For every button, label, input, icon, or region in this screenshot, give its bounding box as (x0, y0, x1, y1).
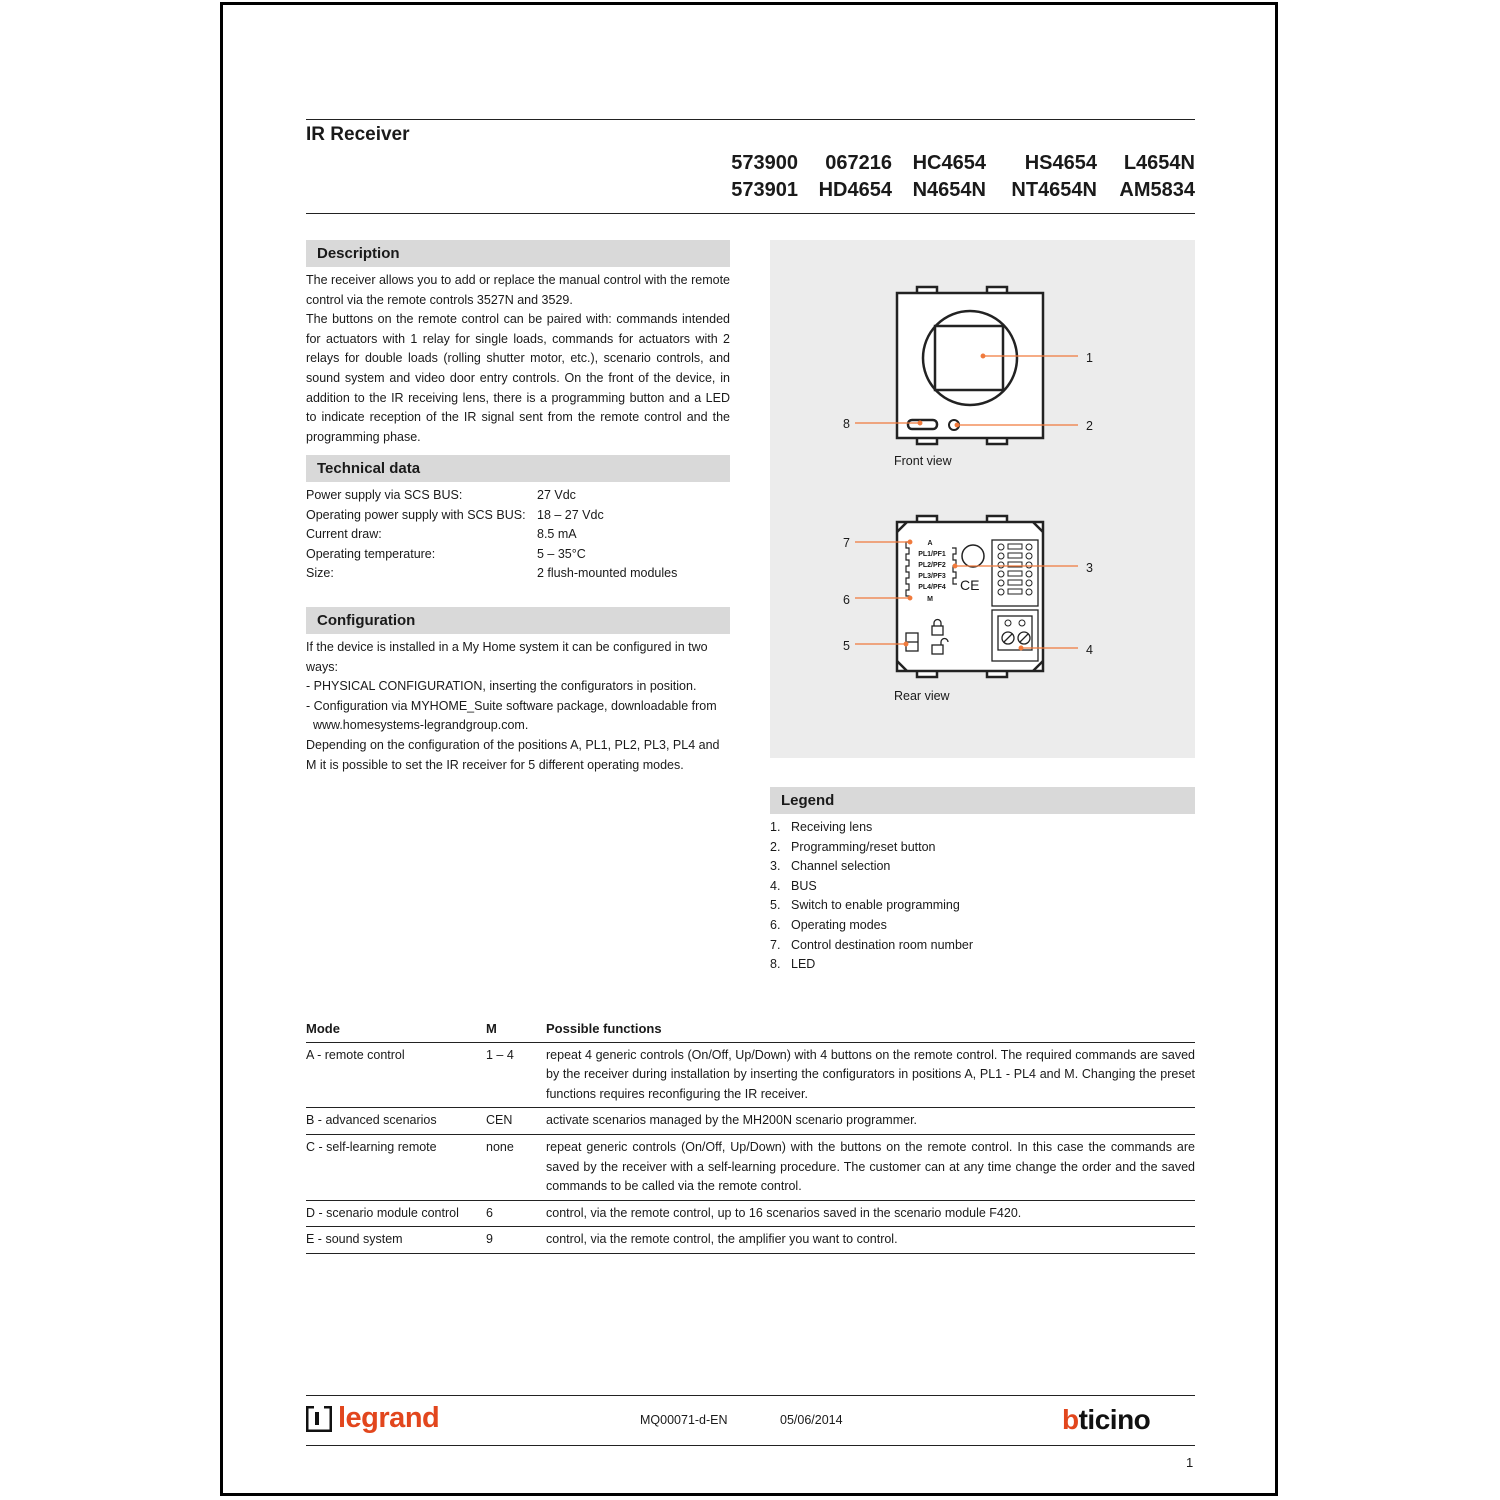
configuration-line: www.homesystems-legrandgroup.com. (306, 718, 529, 733)
callout-5: 5 (843, 639, 850, 653)
legend-heading: Legend (770, 787, 1195, 814)
legend-item (770, 818, 973, 838)
table-row (306, 1201, 1195, 1228)
table-row (306, 1227, 1195, 1254)
description-heading: Description (306, 240, 730, 267)
technical-row (306, 486, 730, 506)
product-code: N4654N (912, 179, 986, 201)
technical-key: Operating temperature: (306, 546, 436, 561)
m-cell: CEN (486, 1113, 513, 1128)
functions-cell: control, via the remote control, up to 16 scenarios saved in the scenario module F420. (546, 1205, 1022, 1220)
legend-number: 7. (770, 937, 781, 952)
mode-cell: A - remote control (306, 1047, 405, 1062)
technical-data-heading: Technical data (306, 455, 730, 482)
product-codes-row-1 (706, 150, 1195, 177)
product-code: AM5834 (1119, 179, 1195, 201)
slot-label: PL3/PF3 (918, 573, 946, 580)
ce-mark: CE (960, 577, 980, 593)
legrand-logo (306, 1402, 439, 1435)
product-code: HS4654 (1024, 152, 1097, 174)
modes-table (306, 1016, 1195, 1254)
callout-3: 3 (1086, 561, 1093, 575)
programming-button-icon (908, 420, 937, 429)
callout-8: 8 (843, 417, 850, 431)
legend-text: Receiving lens (791, 820, 873, 834)
product-codes (706, 150, 1195, 204)
legend-number: 4. (770, 878, 781, 893)
column-header-m: M (486, 1021, 497, 1036)
slot-label: PL4/PF4 (918, 584, 946, 591)
technical-value: 5 – 35°C (537, 546, 586, 561)
technical-value: 18 – 27 Vdc (537, 507, 604, 522)
slot-label: PL2/PF2 (918, 562, 946, 569)
technical-row (306, 545, 730, 565)
column-header-mode: Mode (306, 1021, 340, 1036)
footer-rule-top (306, 1395, 1195, 1396)
page-title: IR Receiver (306, 124, 410, 145)
m-cell: 9 (486, 1232, 493, 1247)
product-code: 067216 (825, 152, 892, 174)
m-cell: none (486, 1139, 514, 1154)
rear-view-device (897, 516, 1043, 677)
description-text: The receiver allows you to add or replace the manual control with the remote control via the remote controls 3527N and 3529. The buttons on the remote control can be paired with: commands intended for actuators with 1 relay for single loads, commands for actuators with 2 relays for double loads (rolling shutter motor, etc.), scenario controls, and sound system and video door entry controls. On the front of the device, in addition to the IR receiving lens, there is a programming button and a LED to indicate reception of the IR signal sent from the remote control and the programming phase. (306, 273, 730, 444)
configuration-line: - PHYSICAL CONFIGURATION, inserting the configurators in position. (306, 679, 697, 694)
configuration-text (306, 638, 730, 736)
configuration-line: If the device is installed in a My Home system it can be configured in two ways: (306, 640, 708, 674)
technical-value: 27 Vdc (537, 488, 576, 502)
bticino-wordmark-rest: ticino (1078, 1404, 1151, 1435)
legend-number: 2. (770, 839, 781, 854)
page-number: 1 (1186, 1455, 1194, 1470)
product-code: NT4654N (1011, 179, 1097, 201)
legend-item (770, 916, 973, 936)
slot-label: PL1/PF1 (918, 551, 946, 558)
product-code: 573901 (731, 179, 798, 201)
table-row (306, 1135, 1195, 1201)
table-header-row (306, 1016, 1195, 1043)
m-cell: 6 (486, 1205, 493, 1220)
technical-row (306, 506, 730, 526)
document-date: 05/06/2014 (780, 1413, 843, 1427)
configuration-note: Depending on the configuration of the positions A, PL1, PL2, PL3, PL4 and M it is possible to set the IR receiver for 5 different operating modes. (306, 738, 720, 772)
legend-item (770, 896, 973, 916)
table-row (306, 1108, 1195, 1135)
slot-label: M (927, 596, 933, 603)
mode-cell: B - advanced scenarios (306, 1113, 437, 1128)
callout-2: 2 (1086, 419, 1093, 433)
functions-cell: repeat generic controls (On/Off, Up/Down) with the buttons on the remote control. In this case the commands are saved by the receiver with a self-learning procedure. The customer can at any time change the order and the saved commands to be called via the remote control. (546, 1139, 1195, 1194)
legend-item (770, 877, 973, 897)
legend-text: Programming/reset button (791, 839, 936, 854)
table-row (306, 1043, 1195, 1109)
legrand-wordmark: legrand (338, 1402, 440, 1434)
document-code: MQ00071-d-EN (640, 1413, 728, 1427)
front-view-device (897, 287, 1043, 444)
slot-label: A (927, 540, 933, 547)
rear-view-caption: Rear view (894, 689, 950, 703)
callout-4: 4 (1086, 643, 1093, 657)
legend-number: 5. (770, 898, 781, 913)
product-codes-row-2 (706, 177, 1195, 204)
legend-text: LED (791, 957, 816, 972)
technical-row (306, 525, 730, 545)
header-rule-bottom (306, 213, 1195, 214)
legend-item (770, 838, 973, 858)
legend-item (770, 955, 973, 975)
configuration-line: - Configuration via MYHOME_Suite software package, downloadable from (306, 698, 717, 713)
technical-key: Current draw: (306, 527, 382, 542)
configuration-heading: Configuration (306, 607, 730, 634)
legend-number: 1. (770, 820, 781, 834)
column-header-functions: Possible functions (546, 1021, 662, 1036)
product-code: 573900 (731, 152, 798, 174)
legend-text: Channel selection (791, 859, 891, 874)
legrand-mark-icon (306, 1406, 332, 1432)
callout-7: 7 (843, 536, 850, 550)
legend-text: Operating modes (791, 917, 887, 932)
bticino-logo (1062, 1404, 1150, 1436)
legend-text: Switch to enable programming (791, 898, 960, 913)
technical-key: Size: (306, 566, 334, 581)
device-figure-panel (770, 240, 1195, 758)
functions-cell: activate scenarios managed by the MH200N scenario programmer. (546, 1113, 918, 1128)
functions-cell: control, via the remote control, the amplifier you want to control. (546, 1232, 898, 1247)
mode-cell: C - self-learning remote (306, 1139, 437, 1154)
legend-number: 8. (770, 957, 781, 972)
technical-value: 2 flush-mounted modules (537, 566, 678, 581)
product-code: HC4654 (912, 152, 986, 174)
legend-list (770, 818, 973, 975)
legend-text: BUS (791, 878, 817, 893)
legend-text: Control destination room number (791, 937, 974, 952)
product-code: L4654N (1123, 152, 1195, 174)
legend-item (770, 936, 973, 956)
legend-item (770, 857, 973, 877)
technical-key: Power supply via SCS BUS: (306, 488, 463, 502)
functions-cell: repeat 4 generic controls (On/Off, Up/Down) with 4 buttons on the remote control. The required commands are saved by the receiver during installation by inserting the configurators in positions A, PL1 - PL4 and M. Changing the preset functions requires reconfiguring the IR receiver. (546, 1047, 1195, 1101)
footer-rule-bottom (306, 1445, 1195, 1446)
mode-cell: D - scenario module control (306, 1205, 459, 1220)
technical-data-table (306, 486, 730, 584)
technical-value: 8.5 mA (537, 527, 577, 542)
callout-6: 6 (843, 593, 850, 607)
technical-key: Operating power supply with SCS BUS: (306, 507, 526, 522)
bticino-wordmark-b: b (1062, 1404, 1079, 1435)
front-view-caption: Front view (894, 454, 952, 468)
product-code: HD4654 (818, 179, 892, 201)
legend-number: 6. (770, 917, 781, 932)
m-cell: 1 – 4 (486, 1047, 514, 1062)
callout-1: 1 (1086, 351, 1093, 365)
technical-row (306, 564, 730, 584)
device-diagram (770, 240, 1195, 758)
legend-number: 3. (770, 859, 781, 874)
header-rule-top (306, 119, 1195, 120)
mode-cell: E - sound system (306, 1232, 403, 1247)
